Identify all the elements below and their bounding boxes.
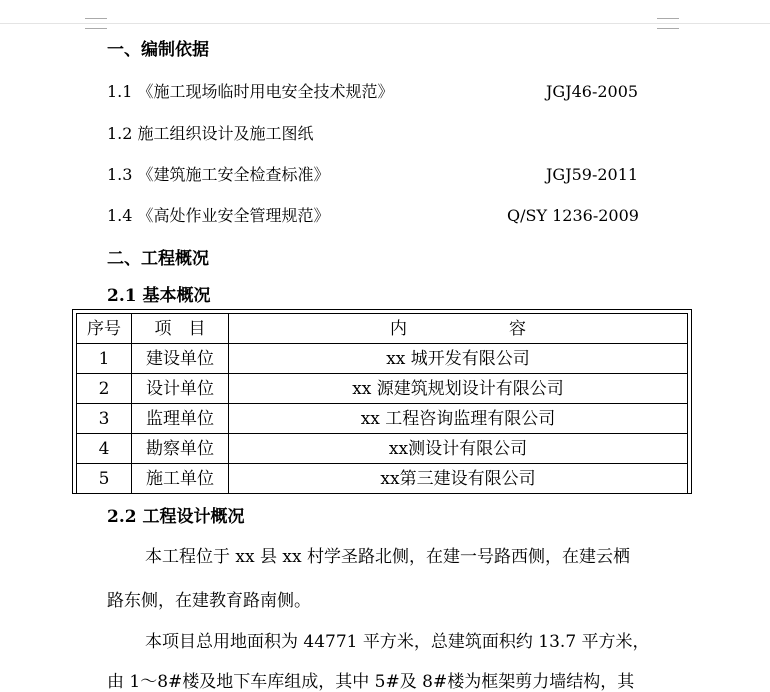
subsection-heading-design: 2.2 工程设计概况	[107, 507, 245, 527]
section-heading-basis: 一、编制依据	[107, 40, 209, 60]
table-row	[77, 374, 688, 404]
reference-number: 1.3	[107, 165, 133, 184]
paragraph-line: 由 1～8#楼及地下车库组成，其中 5#及 8#楼为框架剪力墙结构，其	[107, 672, 635, 692]
subsection-heading-basic: 2.1 基本概况	[107, 286, 211, 306]
cell-seq: 3	[77, 404, 132, 434]
margin-corner-mark-left	[85, 18, 107, 29]
paragraph-line: 本工程位于 xx 县 xx 村学圣路北侧，在建一号路西侧，在建云栖	[145, 547, 630, 567]
cell-content: xx 工程咨询监理有限公司	[229, 404, 688, 434]
reference-title: 《施工现场临时用电安全技术规范》	[137, 82, 394, 101]
basic-info-table	[76, 313, 688, 494]
cell-seq: 1	[77, 344, 132, 374]
cell-content: xx 城开发有限公司	[229, 344, 688, 374]
margin-corner-mark-right	[657, 18, 679, 29]
paragraph-line: 本项目总用地面积为 44771 平方米，总建筑面积约 13.7 平方米，	[145, 632, 650, 652]
table-row	[77, 404, 688, 434]
reference-item	[107, 124, 314, 144]
header-cell-item: 项 目	[132, 314, 229, 344]
reference-number: 1.1	[107, 82, 133, 101]
cell-item: 勘察单位	[132, 434, 229, 464]
reference-number: 1.4	[107, 206, 133, 225]
reference-code: JGJ59-2011	[546, 165, 639, 184]
reference-title: 施工组织设计及施工图纸	[137, 124, 314, 143]
cell-seq: 2	[77, 374, 132, 404]
reference-item	[107, 165, 330, 185]
cell-content: xx第三建设有限公司	[229, 464, 688, 494]
paragraph-line: 路东侧，在建教育路南侧。	[107, 591, 311, 611]
cell-seq: 4	[77, 434, 132, 464]
reference-code: Q/SY 1236-2009	[507, 206, 639, 225]
header-cell-seq: 序号	[77, 314, 132, 344]
cell-item: 施工单位	[132, 464, 229, 494]
cell-seq: 5	[77, 464, 132, 494]
page-top-edge	[0, 23, 770, 24]
reference-title: 《高处作业安全管理规范》	[137, 206, 330, 225]
table-row	[77, 344, 688, 374]
reference-title: 《建筑施工安全检查标准》	[137, 165, 330, 184]
cell-item: 设计单位	[132, 374, 229, 404]
cell-item: 建设单位	[132, 344, 229, 374]
reference-item	[107, 82, 394, 102]
reference-number: 1.2	[107, 124, 133, 143]
reference-code: JGJ46-2005	[546, 82, 639, 101]
header-cell-content: 内 容	[229, 314, 688, 344]
cell-item: 监理单位	[132, 404, 229, 434]
table-row	[77, 434, 688, 464]
section-heading-overview: 二、工程概况	[107, 249, 209, 269]
reference-item	[107, 206, 330, 226]
table-header-row	[77, 314, 688, 344]
table-row	[77, 464, 688, 494]
cell-content: xx测设计有限公司	[229, 434, 688, 464]
cell-content: xx 源建筑规划设计有限公司	[229, 374, 688, 404]
